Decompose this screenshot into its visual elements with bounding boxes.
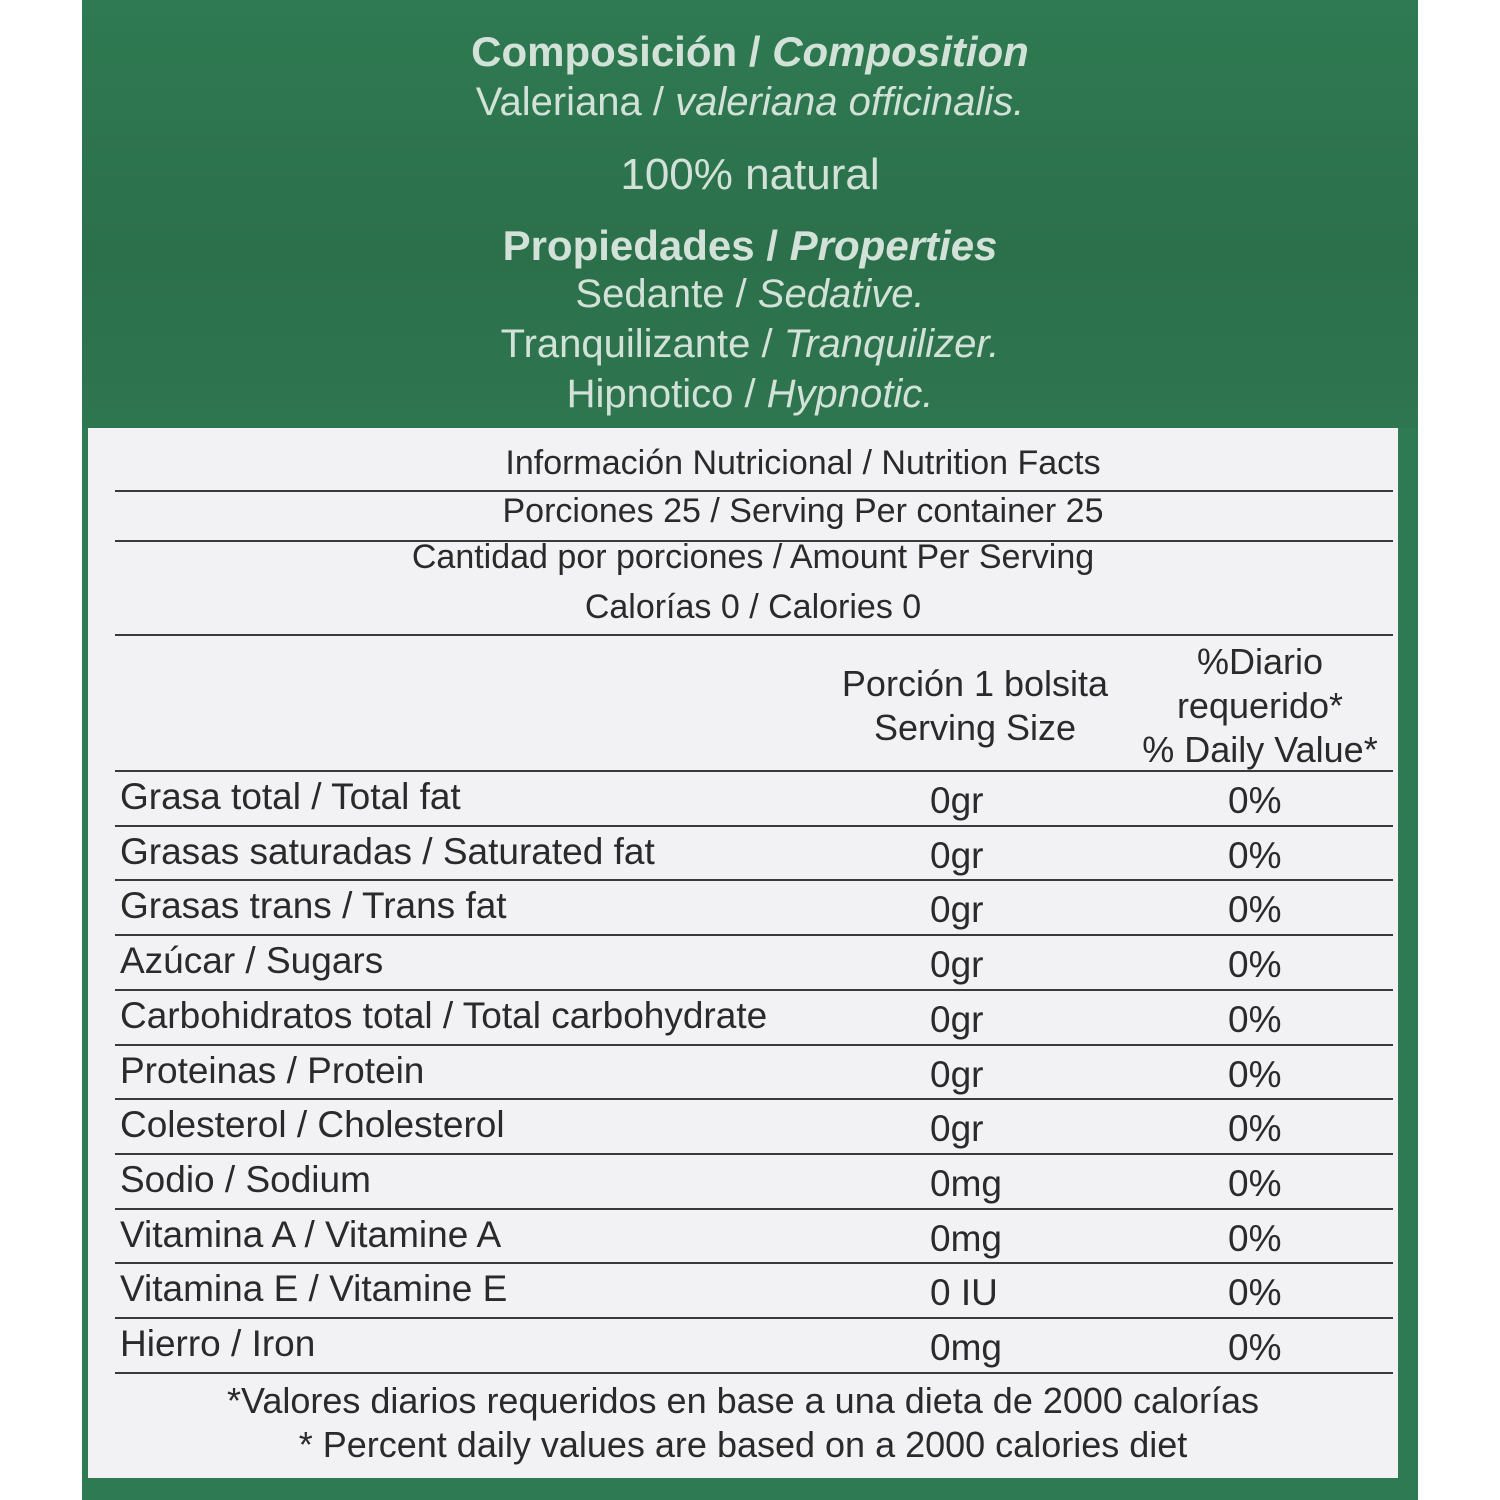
- nutrient-label: Grasa total / Total fat: [120, 776, 461, 817]
- property-hypnotic: Hipnotico / Hypnotic.: [566, 372, 934, 416]
- row-divider: [115, 825, 1393, 827]
- right-margin: [1418, 0, 1500, 1500]
- nutrient-daily-value: 0%: [1228, 1272, 1282, 1314]
- footnote-es: *Valores diarios requeridos en base a una dieta de 2000 calorías: [226, 1380, 1259, 1421]
- nutrient-amount: 0mg: [930, 1327, 1002, 1368]
- divider: [115, 770, 1393, 772]
- row-divider: [115, 1262, 1393, 1264]
- serving-size-header: Porción 1 bolsita Serving Size: [841, 663, 1109, 748]
- row-divider: [115, 934, 1393, 936]
- property-tranquilizer: Tranquilizante / Tranquilizer.: [500, 322, 1000, 366]
- nutrient-label: Vitamina E / Vitamine E: [120, 1268, 508, 1310]
- row-divider: [115, 1153, 1393, 1155]
- servings-per-container: Porciones 25 / Serving Per container 25: [502, 492, 1104, 530]
- nutrient-amount: 0gr: [930, 944, 984, 986]
- footnote-en: * Percent daily values are based on a 2000 calories diet: [298, 1424, 1188, 1465]
- nutrient-daily-value: 0%: [1228, 834, 1282, 876]
- divider: [115, 634, 1393, 636]
- nutrient-amount: 0gr: [930, 1053, 984, 1095]
- nutrient-amount: 0mg: [930, 1217, 1002, 1259]
- nutrient-label: Vitamina A / Vitamine A: [120, 1213, 502, 1255]
- nutrient-label: Hierro / Iron: [120, 1323, 316, 1364]
- nutrient-daily-value: 0%: [1228, 998, 1282, 1040]
- composition-value: Valeriana / valeriana officinalis.: [475, 80, 1025, 124]
- nutrient-label: Grasas saturadas / Saturated fat: [120, 830, 655, 872]
- nutrient-daily-value: 0%: [1228, 889, 1282, 931]
- row-divider: [115, 1208, 1393, 1210]
- green-bottom-edge: [82, 1478, 1418, 1500]
- nutrient-amount: 0gr: [930, 1108, 984, 1150]
- left-margin: [0, 0, 82, 1500]
- nutrient-amount: 0 IU: [930, 1272, 998, 1314]
- nutrient-daily-value: 0%: [1228, 780, 1282, 821]
- row-divider: [115, 1098, 1393, 1100]
- nutrient-amount: 0gr: [930, 889, 984, 931]
- row-divider: [115, 1372, 1393, 1374]
- nutrient-amount: 0mg: [930, 1162, 1002, 1204]
- calories: Calorías 0 / Calories 0: [584, 588, 922, 626]
- nutrient-label: Carbohidratos total / Total carbohydrate: [120, 994, 768, 1036]
- amount-per-serving: Cantidad por porciones / Amount Per Serving: [411, 538, 1095, 576]
- green-right-edge: [1398, 428, 1418, 1478]
- row-divider: [115, 989, 1393, 991]
- nutrient-daily-value: 0%: [1228, 1217, 1282, 1259]
- nutrient-label: Colesterol / Cholesterol: [120, 1104, 505, 1146]
- composition-heading: Composición / Composition: [471, 28, 1029, 75]
- natural-claim: 100% natural: [620, 150, 880, 199]
- row-divider: [115, 1317, 1393, 1319]
- nutrient-daily-value: 0%: [1228, 1108, 1282, 1150]
- nutrition-title: Información Nutricional / Nutrition Facts: [505, 444, 1101, 482]
- row-divider: [115, 879, 1393, 881]
- nutrient-label: Proteinas / Protein: [120, 1049, 425, 1091]
- row-divider: [115, 1044, 1393, 1046]
- nutrient-daily-value: 0%: [1228, 1327, 1282, 1368]
- properties-heading: Propiedades / Properties: [502, 222, 998, 269]
- nutrient-amount: 0gr: [930, 998, 984, 1040]
- property-sedative: Sedante / Sedative.: [575, 272, 925, 316]
- nutrient-daily-value: 0%: [1228, 1053, 1282, 1095]
- nutrient-label: Sodio / Sodium: [120, 1158, 371, 1200]
- nutrient-daily-value: 0%: [1228, 1162, 1282, 1204]
- nutrient-amount: 0gr: [930, 834, 984, 876]
- nutrient-label: Grasas trans / Trans fat: [120, 885, 507, 927]
- nutrient-daily-value: 0%: [1228, 944, 1282, 986]
- nutrient-amount: 0gr: [930, 780, 984, 821]
- daily-value-header: %Diario requerido* % Daily Value*: [1142, 641, 1378, 770]
- nutrient-label: Azúcar / Sugars: [120, 940, 384, 982]
